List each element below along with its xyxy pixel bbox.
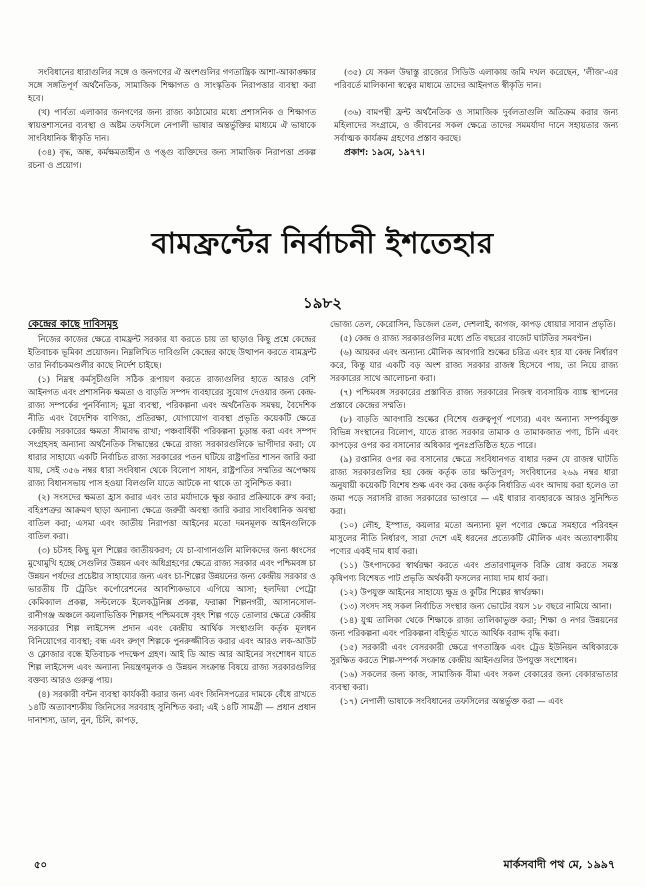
bottom-right-column: [330, 318, 618, 709]
paragraph: নিজের কাজের ক্ষেত্রে বামফ্রন্ট সরকার যা করতে চায় তা ছাড়াও কিছু প্রশ্নে কেন্দ্রের ইতিবাচক ভূমিকা প্রয়োজন। নিম্নলিখিত দাবিগুলি কেন্দ্রের কাছে উত্থাপন করতে বামফ্রন্ট তার নির্বাচকমণ্ডলীর কাছে নির্দেশ চাইছে।: [28, 334, 316, 370]
top-left-column: [28, 66, 316, 173]
page-year: ১৯৮২: [303, 294, 342, 312]
paragraph: (১০) লৌহ, ইস্পাত, কয়লার মতো অন্যান্য মূল পণ্যের ক্ষেত্রে সমহারে পরিবহন মাসুলের নীতি নির্ধারণ, সারা দেশে এই ধরনের প্রত্যেকটি মৌলিক এবং অত্যাবশ্যকীয় পণ্যের একই দাম ধার্য করা।: [330, 520, 618, 556]
paragraph: (১৬) সকলের জন্য কাজ, সামাজিক বীমা এবং সকল বেকারের জন্য বেকারভাতার ব্যবস্থা করা।: [330, 669, 618, 692]
paragraph: (১৫) সরকারী এবং বেসরকারী ক্ষেত্রে গণতান্ত্রিক এবং ট্রেড ইউনিয়ন অধিকারকে সুরক্ষিত করতে শিল্প-সম্পর্ক সংক্রান্ত কেন্দ্রীয় আইনগুলির উপযুক্ত সংশোধন।: [330, 642, 618, 665]
paragraph: (১২) উপযুক্ত আইনের সাহায্যে ক্ষুদ্র ও কুটির শিল্পের স্বার্থরক্ষা।: [340, 587, 544, 597]
paragraph: (৯) রপ্তানির ওপর কর বসানোর ক্ষেত্রে সংবিধানগত বাধার দরুন যে রাজস্ব ঘাটতি রাজ্য সরকারগুলির হয় কেন্দ্র কর্তৃক তার ক্ষতিপূরণ; সংবিধানের ২৬৯ নম্বর ধারা অনুযায়ী কয়েকটি বিশেষ শুল্ক এবং কর কেন্দ্র কর্তৃক নির্ধারিত এবং আদায় করা হলেও তা জমা পড়ে সরাসরি রাজ্য সরকারের ভাণ্ডারে — এই ধারার ব্যবহারকে আরও সুনিশ্চিত করা।: [330, 454, 618, 516]
paragraph: (১৩) সংসদ সহ সকল নির্বাচিত সংস্থার জন্য ভোটের বয়স ১৮ বছরে নামিয়ে আনা।: [340, 601, 612, 611]
paragraph: (১৪) যুগ্ম তালিকা থেকে শিক্ষাকে রাজ্য তালিকাভুক্ত করা; শিক্ষা ও নগর উন্নয়নের জন্য পরিকল্পনা এবং পরিকল্পনা বহির্ভূত খাতে আর্থিক বরাদ্দ বৃদ্ধি করা।: [330, 615, 618, 638]
paragraph: (১১) উৎপাদকের স্বার্থরক্ষা করতে এবং প্রতারণামূলক বিক্রি রোধ করতে সমস্ত কৃষিপণ্য বিশেষত পাট প্রভৃতি অর্থকরী ফসলের ন্যায্য দাম ধার্য করা।: [330, 560, 618, 583]
page-number: ৫০: [34, 860, 47, 871]
bottom-left-column: [28, 318, 316, 728]
publication-date: প্রকাশ: ১৯মে, ১৯৭৭।: [344, 148, 425, 158]
paragraph: (৭) পশ্চিমবঙ্গ সরকারের প্রস্তাবিত রাজ্য সরকারের নিজস্ব ব্যবসায়িক ব্যাঙ্ক স্থাপনের প্রস্তাবে কেন্দ্রের সম্মতি।: [330, 387, 618, 410]
paragraph: (১) নিম্নস্থ কর্মসূচীগুলি সঠিক রূপায়ণ করতে রাজ্যগুলির হাতে আরও বেশি আইনগত এবং প্রশাসনিক ক্ষমতা ও বাড়তি সম্পদ ব্যবহারের সুযোগ দেওয়ার জন্য কেন্দ্র-রাজ্য সম্পর্কের পুনর্বিন্যাস; মুদ্রা ব্যবস্থা, পরিকল্পনা এবং অর্থনৈতিক সমন্বয়, বৈদেশিক নীতি এবং বৈদেশিক বাণিজ্য, প্রতিরক্ষা, যোগাযোগ ব্যবস্থা প্রভৃতি কয়েকটি ক্ষেত্রে কেন্দ্রীয় সরকারের ক্ষমতা সীমাবদ্ধ রাখা; পঞ্চবার্ষিকী পরিকল্পনা চূড়ান্ত করা এবং সম্পদ সংগ্রহসহ অন্যান্য অর্থনৈতিক সিদ্ধান্তের ক্ষেত্রে রাজ্য সরকারগুলিকে ভাগীদার করা; যে ধারার সাহায্যে একটি নির্বাচিত রাজ্য সরকারের পতন ঘটিয়ে রাষ্ট্রপতির শাসন জারি করা যায়, সেই ৩৫৬ নম্বর ধারা সংবিধান থেকে বিলোপ সাধন, রাষ্ট্রপতির সম্মতির অপেক্ষায় রাজ্য বিধানসভায় পাস হওয়া বিলগুলি যাতে আটকে না থাকে তা সুনিশ্চিত করা।: [28, 374, 316, 488]
paragraph: ভোজ্য তেল, কেরোসিন, ডিজেল তেল, দেশলাই, কাগজ, কাপড় ধোয়ার সাবান প্রভৃতি।: [330, 319, 616, 329]
paragraph: (৬) আয়কর এবং অন্যান্য মৌলিক আবগারি শুল্কের চরিত্র এবং হার যা কেন্দ্র নির্ধারণ করে, কিন্তু যার একটি বড় অংশ রাজ্য সরকার রাজস্ব হিসেবে পায়, তা নিয়ে রাজ্য সরকারের সাথে আলোচনা করা।: [330, 347, 618, 383]
paragraph: (৫) কেন্দ্র ও রাজ্য সরকারগুলির মধ্যে প্রতি বছরের বাজেট ঘাটতির সমবণ্টন।: [340, 333, 592, 343]
journal-footer: মার্কসবাদী পথ মে, ১৯৯৭: [503, 858, 615, 871]
paragraph: সংবিধানের ধারাগুলির সঙ্গে ও জনগণের ঐ অংশগুলির গণতান্ত্রিক আশা-আকাঙ্ক্ষার সঙ্গে সঙ্গতিপূর্ণ অর্থনৈতিক, সামাজিক শিক্ষাগত ও সাংস্কৃতিক নিরাপত্তার ব্যবস্থা করা হবে।: [28, 67, 316, 103]
paragraph: (৩) চটসহ কিছু মূল শিল্পের জাতীয়করণ; যে চা-বাগানগুলি মালিকদের জন্য ধ্বংসের মুখোমুখি হচ্ছে সেগুলির উন্নয়ন এবং অধিগ্রহণের ক্ষেত্রে রাজ্য সরকার এবং পশ্চিমবঙ্গ চা উন্নয়ন পর্ষদের প্রচেষ্টার সাহায্যের জন্য এবং চা-শিল্পের উন্নয়নের জন্য কেন্দ্রীয় সরকার ও ভারতীয় টি ট্রেডিং কর্পোরেশনের আবশ্যিকভাবে এগিয়ে আসা; হলদিয়া পেট্রো কেমিক্যাল প্রকল্প, সল্টলেকে ইলেকট্রনিক্স প্রকল্প, ফরাক্কা শিল্পনগরী, আসানসোল-রানীগঞ্জ অঞ্চলে কয়লাভিত্তিক শিল্পসহ পশ্চিমবঙ্গে বৃহৎ শিল্প গড়ে তোলার ক্ষেত্রে কেন্দ্রীয় সরকারের শিল্প লাইসেন্স প্রদান এবং কেন্দ্রীয় আর্থিক সংস্থাগুলি কর্তৃক মূলধন বিনিয়োগের ব্যবস্থা; বন্ধ এবং রুগ্ণ শিল্পকে পুনরুজ্জীবিত করার এবং আরও লক-আউট ও ক্লোজার বন্ধে ইতিবাচক পদক্ষেপ গ্রহণ। আই ডি আন্ড আর আইনের সংশোধন যাতে শিল্প লাইসেন্স এবং অন্যান্য নিয়ন্ত্রণমূলক ও উন্নয়ন সংক্রান্ত বিষয়ে রাজ্য সরকারগুলির বক্তব্য আরও গুরুত্ব পায়।: [28, 545, 316, 685]
paragraph: (৮) বাড়তি আবগারি শুল্কের (বিশেষ গুরুত্বপূর্ণ পণ্যের) এবং অন্যান্য সম্পর্কযুক্ত বিভিন্ন সংস্থানের বিলোপ, যাতে রাজ্য সরকার তামাক ও তামাকজাত পণ্য, চিনি এবং কাপড়ের ওপর কর বসানোর অধিকার পুনঃপ্রতিষ্ঠিত হতে পারে।: [330, 414, 618, 450]
paragraph: (খ) পার্বত্য এলাকার জনগণের জন্য রাজ্য কাঠামোর মধ্যে প্রশাসনিক ও শিক্ষাগত স্বায়ত্তশাসনের ব্যবস্থা ও অষ্টম তফসিলে নেপালী ভাষার অন্তর্ভুক্তির মাধ্যমে ঐ ভাষাকে সাংবিধানিক স্বীকৃতি দান।: [28, 107, 316, 143]
paragraph: (৪) সরকারী বন্টন ব্যবস্থা কার্যকরী করার জন্য এবং জিনিসপত্রের দামকে বেঁধে রাখতে ১৪টি অত্যাবশ্যকীয় জিনিসের সরবরাহ সুনিশ্চিত করা; এই ১৪টি সামগ্রী — প্রধান প্রধান দানাশস্য, ডাল, নুন, চিনি, কাপড়,: [28, 689, 316, 725]
paragraph: (৩৪) বৃদ্ধ, অন্ধ, কর্মক্ষমতাহীন ও পঙ্গু ব্যক্তিদের জন্য সামাজিক নিরাপত্তা প্রকল্প রচনা ও প্রয়োগ।: [28, 147, 316, 170]
paragraph: (৩৫) যে সকল উদ্বাস্তু রাজ্যের সিডিউ এলাকায় জমি দখল করেছেন, 'লীজ'-এর পরিবর্তে মালিকানা স্বত্বের মাধ্যমে তাদের আইনগত স্বীকৃতি দান।: [334, 67, 618, 90]
paragraph: (১৭) নেপালী ভাষাকে সংবিধানের তফসিলের অন্তর্ভুক্ত করা — এবং: [340, 696, 563, 706]
paragraph: (২) সংসদের ক্ষমতা হ্রাস করার এবং তার মর্যাদাকে ক্ষুণ্ণ করার প্রক্রিয়াকে রুখ করা; বহিঃশত্রুর আক্রমণ ছাড়া অন্যান্য ক্ষেত্রে জরুরী অবস্থা জারি করার সাংবিধানিক অবস্থা বাতিল করা; এসমা এবং জাতীয় নিরাপত্তা আইনের মতো দমনমূলক আইনগুলিকে বাতিল করা।: [28, 492, 316, 541]
paragraph: (৩৬) বামপন্থী ফ্রন্ট অর্থনৈতিক ও সামাজিক দুর্বলতাগুলি অতিক্রম করার জন্য মহিলাদের সংগ্রামে, ও জীবনের সকল ক্ষেত্রে তাদের সমমর্যাদা দানে সহায়তার জন্য সর্বাত্মক কার্যক্রম গ্রহণের প্রস্তাব করছে।: [334, 107, 618, 143]
page-title: বামফ্রন্টের নির্বাচনী ইশতেহার: [151, 226, 494, 260]
top-right-column: [334, 66, 618, 161]
section-heading: কেন্দ্রের কাছে দাবিসমূহ: [28, 319, 118, 330]
